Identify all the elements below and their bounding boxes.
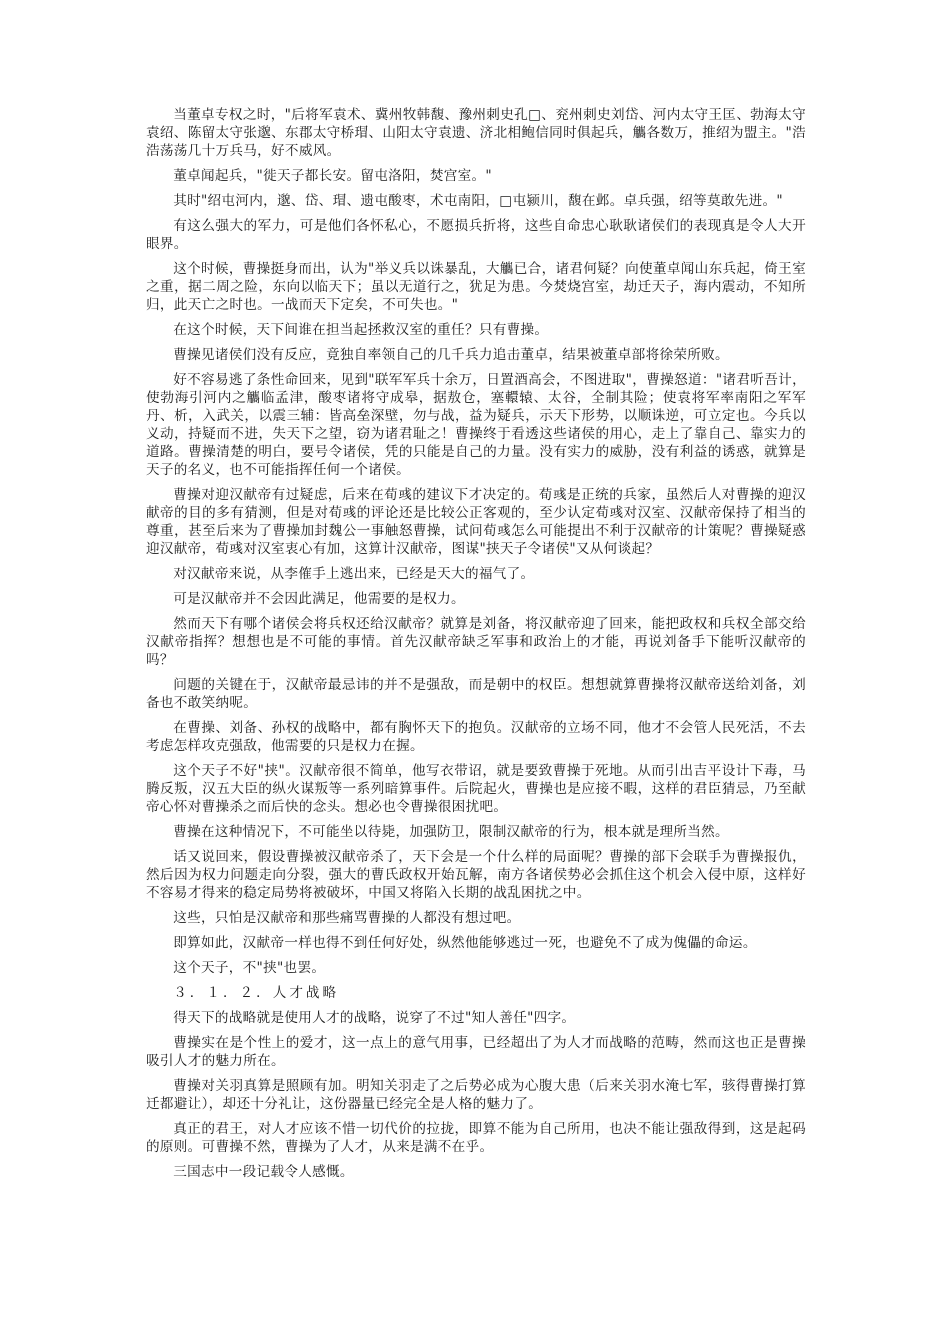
paragraph: 在这个时候，天下间谁在担当起拯救汉室的重任？只有曹操。	[173, 322, 549, 338]
paragraph: 曹操对关羽真算是照顾有加。明知关羽走了之后势必成为心腹大患（后来关羽水淹七军，骇得曹操打算迁都避让），却还十分礼让，这份器量已经完全是人格的魅力了。	[146, 1078, 806, 1112]
paragraph: 问题的关键在于，汉献帝最忌讳的并不是强敌，而是朝中的权臣。想想就算曹操将汉献帝送给刘备，刘备也不敢笑纳呢。	[146, 677, 806, 711]
paragraph: 曹操对迎汉献帝有过疑虑，后来在荀彧的建议下才决定的。荀彧是正统的兵家，虽然后人对曹操的迎汉献帝的目的多有猜测，但是对荀彧的评论还是比较公正客观的，至少认定荀彧对汉室、汉献帝保持了相当的尊重，甚至后来为了曹操加封魏公一事触怒曹操，试问荀彧怎么可能提出不利于汉献帝的计策呢？曹操疑惑迎汉献帝，荀彧对汉室衷心有加，这算计汉献帝，图谋"挟天子令诸侯"又从何谈起？	[146, 487, 806, 557]
paragraph: 曹操在这种情况下，不可能坐以待毙，加强防卫，限制汉献帝的行为，根本就是理所当然。	[173, 824, 729, 840]
paragraph: 三国志中一段记载令人感慨。	[173, 1164, 354, 1180]
paragraph: 这些，只怕是汉献帝和那些痛骂曹操的人都没有想过吧。	[173, 910, 521, 926]
paragraph: 然而天下有哪个诸侯会将兵权还给汉献帝？就算是刘备，将汉献帝迎了回来，能把政权和兵权全部交给汉献帝指挥？想想也是不可能的事情。首先汉献帝缺乏军事和政治上的才能，再说刘备手下能听汉献帝的吗？	[146, 616, 806, 668]
paragraph: 得天下的战略就是使用人才的战略，说穿了不过"知人善任"四字。	[173, 1010, 576, 1026]
paragraph: 这个天子不好"挟"。汉献帝很不简单，他写衣带诏，就是要致曹操于死地。从而引出吉平设计下毒，马腾反叛，汉五大臣的纵火谋叛等一系列暗算事件。后院起火，曹操也是应接不暇，这样的君臣猜忌，乃至献帝心怀对曹操杀之而后快的念头。想必也令曹操很困扰吧。	[146, 763, 806, 815]
paragraph: 曹操见诸侯们没有反应，竟独自率领自己的几千兵力追击董卓，结果被董卓部将徐荣所败。	[173, 347, 729, 363]
paragraph: 有这么强大的军力，可是他们各怀私心，不愿损兵折将，这些自命忠心耿耿诸侯们的表现真是令人大开眼界。	[146, 218, 806, 252]
paragraph: 话又说回来，假设曹操被汉献帝杀了，天下会是一个什么样的局面呢？曹操的部下会联手为曹操报仇，然后因为权力问题走向分裂，强大的曹氏政权开始瓦解，南方各诸侯势必会抓住这个机会入侵中原，这样好不容易才得来的稳定局势将被破坏，中国又将陷入长期的战乱困扰之中。	[146, 849, 806, 901]
paragraph: 对汉献帝来说，从李傕手上逃出来，已经是天大的福气了。	[173, 566, 535, 582]
paragraph: 这个时候，曹操挺身而出，认为"举义兵以诛暴乱，大觿已合，诸君何疑？向使董卓闻山东兵起，倚王室之重，据二周之险，东向以临天下；虽以无道行之，犹足为患。今焚烧宫室，劫迁天子，海内震动，不知所归，此天亡之时也。一战而天下定矣，不可失也。"	[146, 261, 806, 313]
paragraph: 可是汉献帝并不会因此满足，他需要的是权力。	[173, 591, 465, 607]
paragraph: 这个天子，不"挟"也罢。	[173, 960, 326, 976]
paragraph: 真正的君王，对人才应该不惜一切代价的拉拢，即算不能为自己所用，也决不能让强敌得到，这是起码的原则。可曹操不然，曹操为了人才，从来是满不在乎。	[146, 1121, 806, 1155]
paragraph: 曹操实在是个性上的爱才，这一点上的意气用事，已经超出了为人才而战略的范畴，然而这也正是曹操吸引人才的魅力所在。	[146, 1035, 806, 1069]
paragraph: 其时"绍屯河内，邈、岱、瑁、遗屯酸枣，术屯南阳，□屯颍川，馥在邺。卓兵强，绍等莫敢先进。"	[173, 193, 783, 209]
paragraph: 董卓闻起兵，"徙天子都长安。留屯洛阳，焚宫室。"	[173, 168, 492, 184]
paragraph: 即算如此，汉献帝一样也得不到任何好处，纵然他能够逃过一死，也避免不了成为傀儡的命运。	[173, 935, 757, 951]
paragraph: 当董卓专权之时，"后将军袁术、冀州牧韩馥、豫州刺史孔□、兖州刺史刘岱、河内太守王匡、勃海太守袁绍、陈留太守张邈、东郡太守桥瑁、山阳太守袁遗、济北相鲍信同时俱起兵，觿各数万，推绍为盟主。"浩浩荡荡几十万兵马，好不威风。	[146, 107, 806, 159]
document-page	[146, 106, 806, 1188]
section-heading: ３．１．２．人才战略	[173, 985, 340, 1001]
paragraph: 在曹操、刘备、孙权的战略中，都有胸怀天下的抱负。汉献帝的立场不同，他才不会管人民死活，不去考虑怎样攻克强敌，他需要的只是权力在握。	[146, 720, 806, 754]
paragraph: 好不容易逃了条性命回来，见到"联军军兵十余万，日置酒高会，不图进取"，曹操怒道："诸君听吾计，使勃海引河内之觿临孟津，酸枣诸将守成皋，据敖仓，塞轘辕、太谷，全制其险；使袁将军率南阳之军军丹、析，入武关，以震三辅：皆高垒深壁，勿与战，益为疑兵，示天下形势，以顺诛逆，可立定也。今兵以义动，持疑而不进，失天下之望，窃为诸君耻之！曹操终于看透这些诸侯的用心，走上了靠自己、靠实力的道路。曹操清楚的明白，要号令诸侯，凭的只能是自己的力量。没有实力的威胁，没有利益的诱惑，就算是天子的名义，也不可能指挥任何一个诸侯。	[146, 372, 806, 478]
